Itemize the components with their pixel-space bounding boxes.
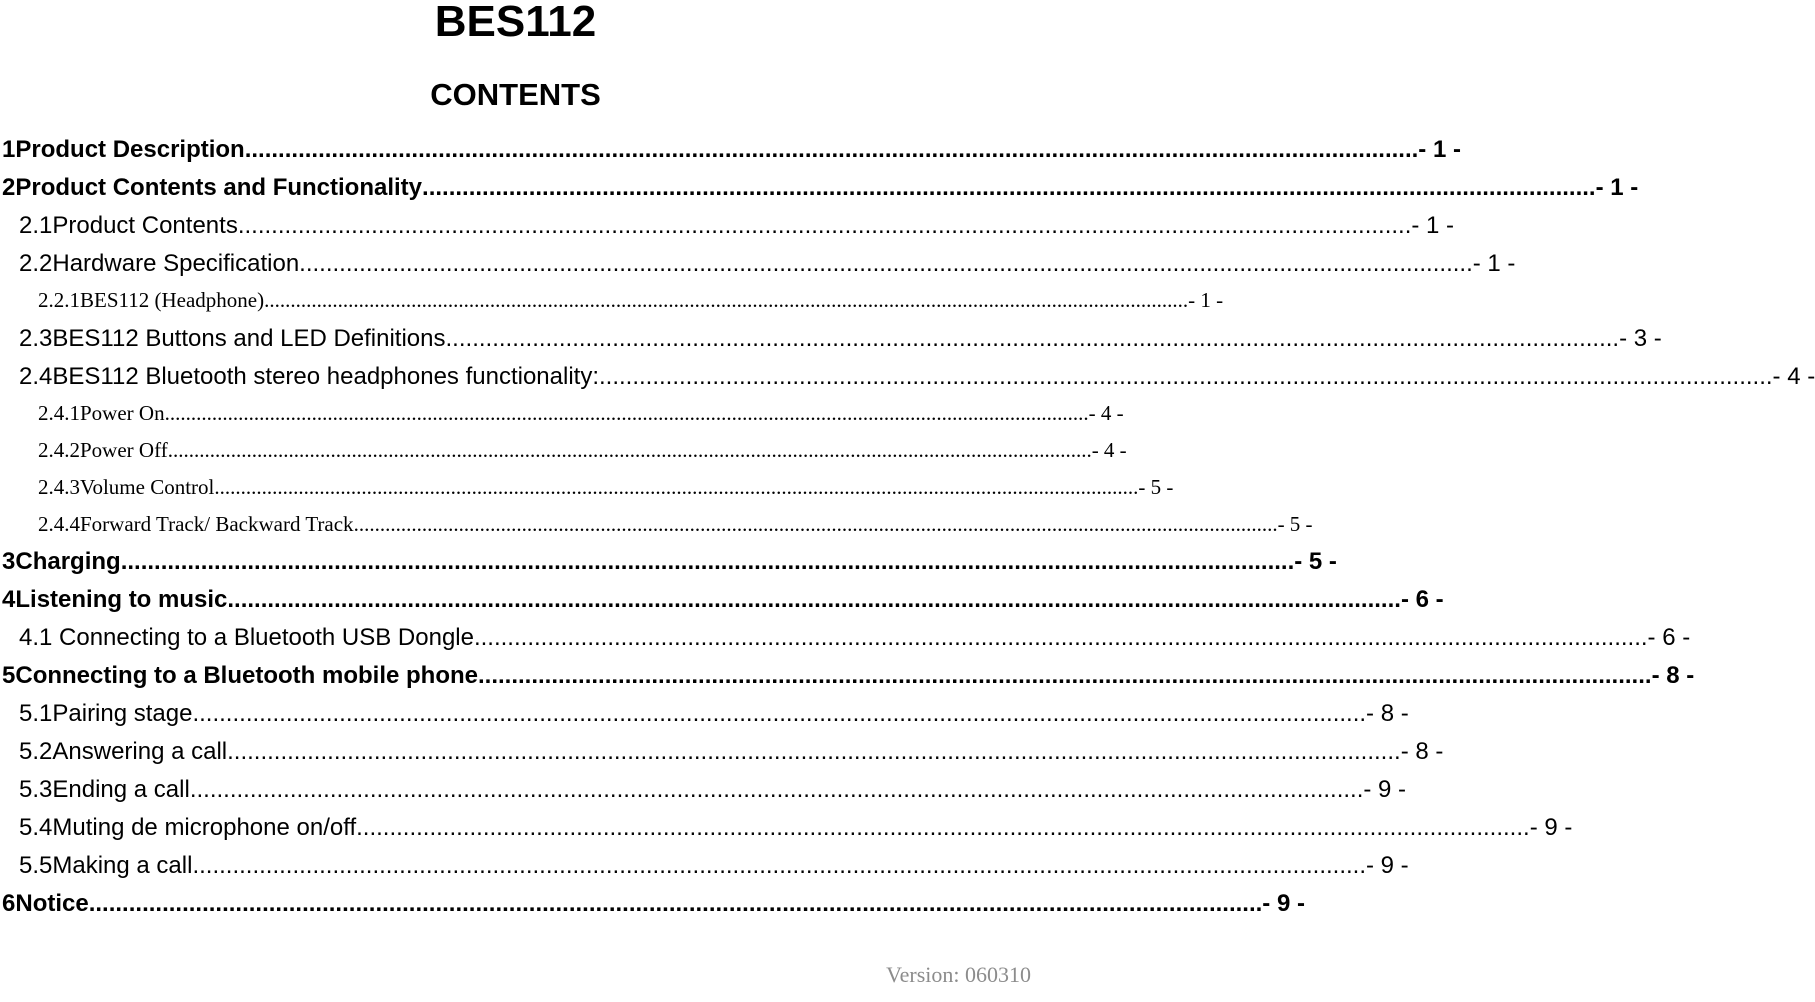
- toc-page: - 4 -: [1091, 438, 1127, 462]
- toc-title: Hardware Specification: [52, 250, 300, 277]
- toc-page: - 1 -: [1595, 174, 1639, 201]
- toc-entry-2-3[interactable]: [0, 320, 1662, 358]
- toc-dot-leader: ................................................................................................................................................................................: [356, 814, 1530, 841]
- toc-page: - 9 -: [1366, 852, 1409, 879]
- toc-title: Power On: [80, 401, 165, 425]
- toc-entry-2-4-3[interactable]: [0, 468, 1174, 506]
- toc-number: 2.2.1: [38, 288, 80, 312]
- toc-entry-5-4[interactable]: [0, 809, 1573, 847]
- toc-title: Muting de microphone on/off: [52, 814, 357, 841]
- toc-dot-leader: ................................................................................................................................................................................: [353, 512, 1278, 536]
- toc-dot-leader: ................................................................................................................................................................................: [237, 212, 1412, 239]
- toc-title: BES112 (Headphone): [80, 288, 265, 312]
- toc-number: 5: [2, 662, 16, 689]
- toc-entry-2-4-2[interactable]: [0, 431, 1127, 469]
- toc-page: - 4 -: [1772, 363, 1815, 390]
- toc-dot-leader: ................................................................................................................................................................................: [478, 662, 1652, 689]
- toc-number: 1: [2, 136, 16, 163]
- toc-title: Power Off: [80, 438, 168, 462]
- toc-number: 2.4.4: [38, 512, 80, 536]
- toc-page: - 6 -: [1647, 624, 1691, 651]
- toc-page: - 6 -: [1400, 586, 1444, 613]
- toc-dot-leader: ................................................................................................................................................................................: [244, 136, 1419, 163]
- toc-number: 2.3: [19, 325, 53, 352]
- toc-title: Pairing stage: [52, 700, 193, 727]
- toc-title: Forward Track/ Backward Track: [80, 512, 354, 536]
- toc-number: 4: [2, 586, 16, 613]
- toc-dot-leader: ................................................................................................................................................................................: [598, 363, 1773, 390]
- toc-page: - 1 -: [1188, 288, 1224, 312]
- toc-page: - 5 -: [1294, 548, 1337, 575]
- toc-number: 5.2: [19, 738, 53, 765]
- toc-title: Volume Control: [80, 475, 215, 499]
- toc-entry-4-1[interactable]: [0, 619, 1691, 657]
- toc-entry-2-4-1[interactable]: [0, 394, 1124, 432]
- toc-entry-2-4[interactable]: [0, 358, 1815, 396]
- toc-number: 3: [2, 548, 16, 575]
- toc-page: - 1 -: [1418, 136, 1461, 163]
- toc-number: 2.2: [19, 250, 53, 277]
- toc-entry-2-2-1[interactable]: [0, 281, 1224, 319]
- toc-title: Notice: [15, 890, 89, 917]
- toc-title: Answering a call: [52, 738, 228, 765]
- toc-entry-2-2[interactable]: [0, 245, 1516, 283]
- toc-title: Product Contents: [52, 212, 238, 239]
- toc-dot-leader: ................................................................................................................................................................................: [473, 624, 1648, 651]
- toc-number: 2.4.2: [38, 438, 80, 462]
- toc-entry-4[interactable]: [0, 581, 1444, 619]
- contents-heading: CONTENTS: [430, 77, 601, 112]
- toc-dot-leader: ................................................................................................................................................................................: [167, 438, 1092, 462]
- toc-entry-2[interactable]: [0, 169, 1639, 207]
- toc-entry-5-5[interactable]: [0, 847, 1409, 885]
- toc-page: - 9 -: [1363, 776, 1407, 803]
- toc-dot-leader: ................................................................................................................................................................................: [88, 890, 1263, 917]
- toc-dot-leader: ................................................................................................................................................................................: [192, 700, 1367, 727]
- toc-page: - 8 -: [1651, 662, 1695, 689]
- toc-number: 2: [2, 174, 16, 201]
- toc-page: - 8 -: [1400, 738, 1444, 765]
- toc-page: - 9 -: [1262, 890, 1305, 917]
- toc-page: - 4 -: [1088, 401, 1124, 425]
- toc-number: 6: [2, 890, 16, 917]
- toc-number: 2.4.3: [38, 475, 80, 499]
- toc-dot-leader: ................................................................................................................................................................................: [192, 852, 1366, 879]
- toc-entry-5[interactable]: [0, 657, 1695, 695]
- toc-dot-leader: ................................................................................................................................................................................: [299, 250, 1473, 277]
- toc-entry-2-1[interactable]: [0, 207, 1455, 245]
- toc-page: - 3 -: [1619, 325, 1662, 352]
- toc-entry-5-1[interactable]: [0, 695, 1409, 733]
- toc-title: Listening to music: [15, 586, 228, 613]
- toc-number: 2.4.1: [38, 401, 80, 425]
- toc-title: Charging: [15, 548, 121, 575]
- toc-page: - 1 -: [1411, 212, 1455, 239]
- toc-entry-5-2[interactable]: [0, 733, 1444, 771]
- toc-number: 5.4: [19, 814, 53, 841]
- toc-title: Making a call: [52, 852, 193, 879]
- toc-number: 5.5: [19, 852, 53, 879]
- toc-number: 5.1: [19, 700, 53, 727]
- toc-dot-leader: ................................................................................................................................................................................: [164, 401, 1089, 425]
- toc-number: 2.4: [19, 363, 53, 390]
- toc-title: Connecting to a Bluetooth mobile phone: [15, 662, 478, 689]
- toc-page: - 5 -: [1138, 475, 1174, 499]
- toc-entry-5-3[interactable]: [0, 771, 1407, 809]
- document-title: BES112: [434, 0, 597, 46]
- toc-entry-2-4-4[interactable]: [0, 505, 1313, 543]
- toc-dot-leader: ................................................................................................................................................................................: [189, 776, 1364, 803]
- toc-title: Product Contents and Functionality: [15, 174, 423, 201]
- toc-page: - 9 -: [1529, 814, 1573, 841]
- toc-entry-3[interactable]: [0, 543, 1337, 581]
- toc-page: - 5 -: [1277, 512, 1313, 536]
- toc-entry-6[interactable]: [0, 885, 1305, 923]
- toc-title: BES112 Buttons and LED Definitions: [52, 325, 446, 352]
- toc-dot-leader: ................................................................................................................................................................................: [422, 174, 1596, 201]
- toc-number: 5.3: [19, 776, 53, 803]
- toc-number: 2.1: [19, 212, 53, 239]
- toc-title: 4.1 Connecting to a Bluetooth USB Dongle: [19, 624, 474, 651]
- toc-dot-leader: ................................................................................................................................................................................: [227, 586, 1401, 613]
- toc-title: Product Description: [15, 136, 245, 163]
- version-label: Version: 060310: [886, 962, 1031, 987]
- toc-dot-leader: ................................................................................................................................................................................: [214, 475, 1139, 499]
- toc-dot-leader: ................................................................................................................................................................................: [120, 548, 1295, 575]
- toc-dot-leader: ................................................................................................................................................................................: [445, 325, 1620, 352]
- toc-page: - 8 -: [1366, 700, 1409, 727]
- toc-title: Ending a call: [52, 776, 190, 803]
- toc-dot-leader: ................................................................................................................................................................................: [227, 738, 1401, 765]
- toc-entry-1[interactable]: [0, 131, 1461, 169]
- toc-page: - 1 -: [1472, 250, 1516, 277]
- toc-title: BES112 Bluetooth stereo headphones functionality:: [52, 363, 599, 390]
- toc-dot-leader: ................................................................................................................................................................................: [264, 288, 1189, 312]
